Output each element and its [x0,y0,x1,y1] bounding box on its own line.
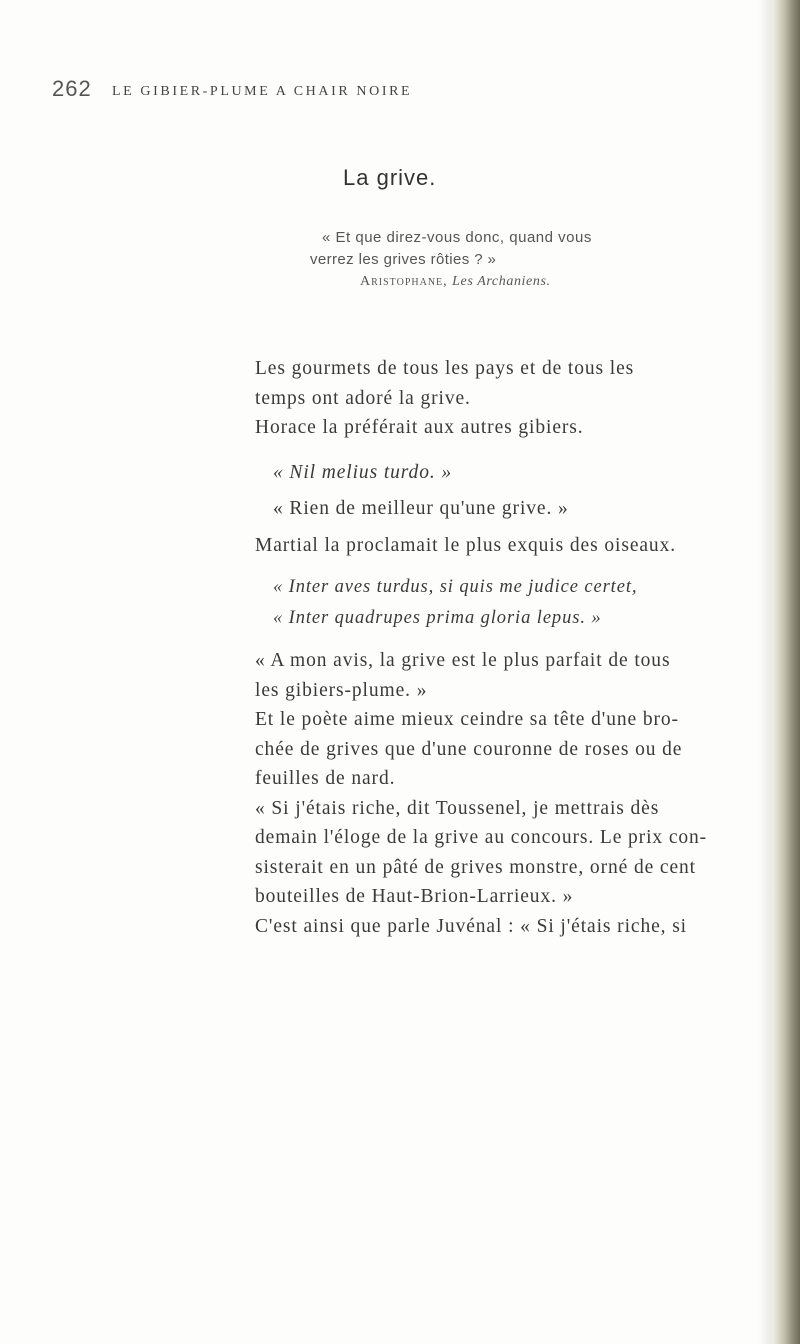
text-line: temps ont adoré la grive. [255,387,471,409]
page-edge [772,0,800,1344]
text-line: feuilles de nard. [255,768,396,789]
text-line: Martial la proclamait le plus exquis des oiseaux. [255,534,676,556]
page-edge-shadow [758,0,772,1344]
body-text [255,354,740,941]
text-line: bouteilles de Haut-Brion-Larrieux. » [255,886,574,907]
epigraph-author: Aristophane, [360,274,448,289]
text-line: « Si j'étais riche, dit Toussenel, je mettrais dès [255,797,660,819]
text-line: Les gourmets de tous les pays et de tous les [255,358,635,379]
text-line: Horace la préférait aux autres gibiers. [255,417,584,438]
epigraph-line: « Et que direz-vous donc, quand vous [322,229,592,246]
latin-verse: « Inter aves turdus, si quis me judice certet, [273,577,638,597]
quote-translation: « Rien de meilleur qu'une grive. » [273,498,569,519]
running-title: LE GIBIER-PLUME A CHAIR NOIRE [112,84,413,99]
text-line: C'est ainsi que parle Juvénal : « Si j'étais riche, si [255,915,688,937]
epigraph-work: Les Archaniens. [452,274,551,289]
epigraph-line: verrez les grives rôties ? » [310,251,497,268]
running-head [52,76,752,112]
text-line: « A mon avis, la grive est le plus parfait de tous [255,650,671,671]
text-line: demain l'éloge de la grive au concours. Le prix con- [255,827,708,848]
latin-verse: « Inter quadrupes prima gloria lepus. » [273,608,602,628]
epigraph [310,227,740,293]
text-line: chée de grives que d'une couronne de roses ou de [255,738,683,760]
page-number: 262 [52,76,92,101]
text-line: Et le poète aime mieux ceindre sa tête d'une bro- [255,709,679,730]
text-line: sisterait en un pâté de grives monstre, orné de cent [255,856,696,878]
latin-quote: « Nil melius turdo. » [273,461,453,483]
section-title: La grive. [343,165,437,190]
text-line: les gibiers-plume. » [255,679,428,701]
epigraph-attribution [310,271,740,293]
